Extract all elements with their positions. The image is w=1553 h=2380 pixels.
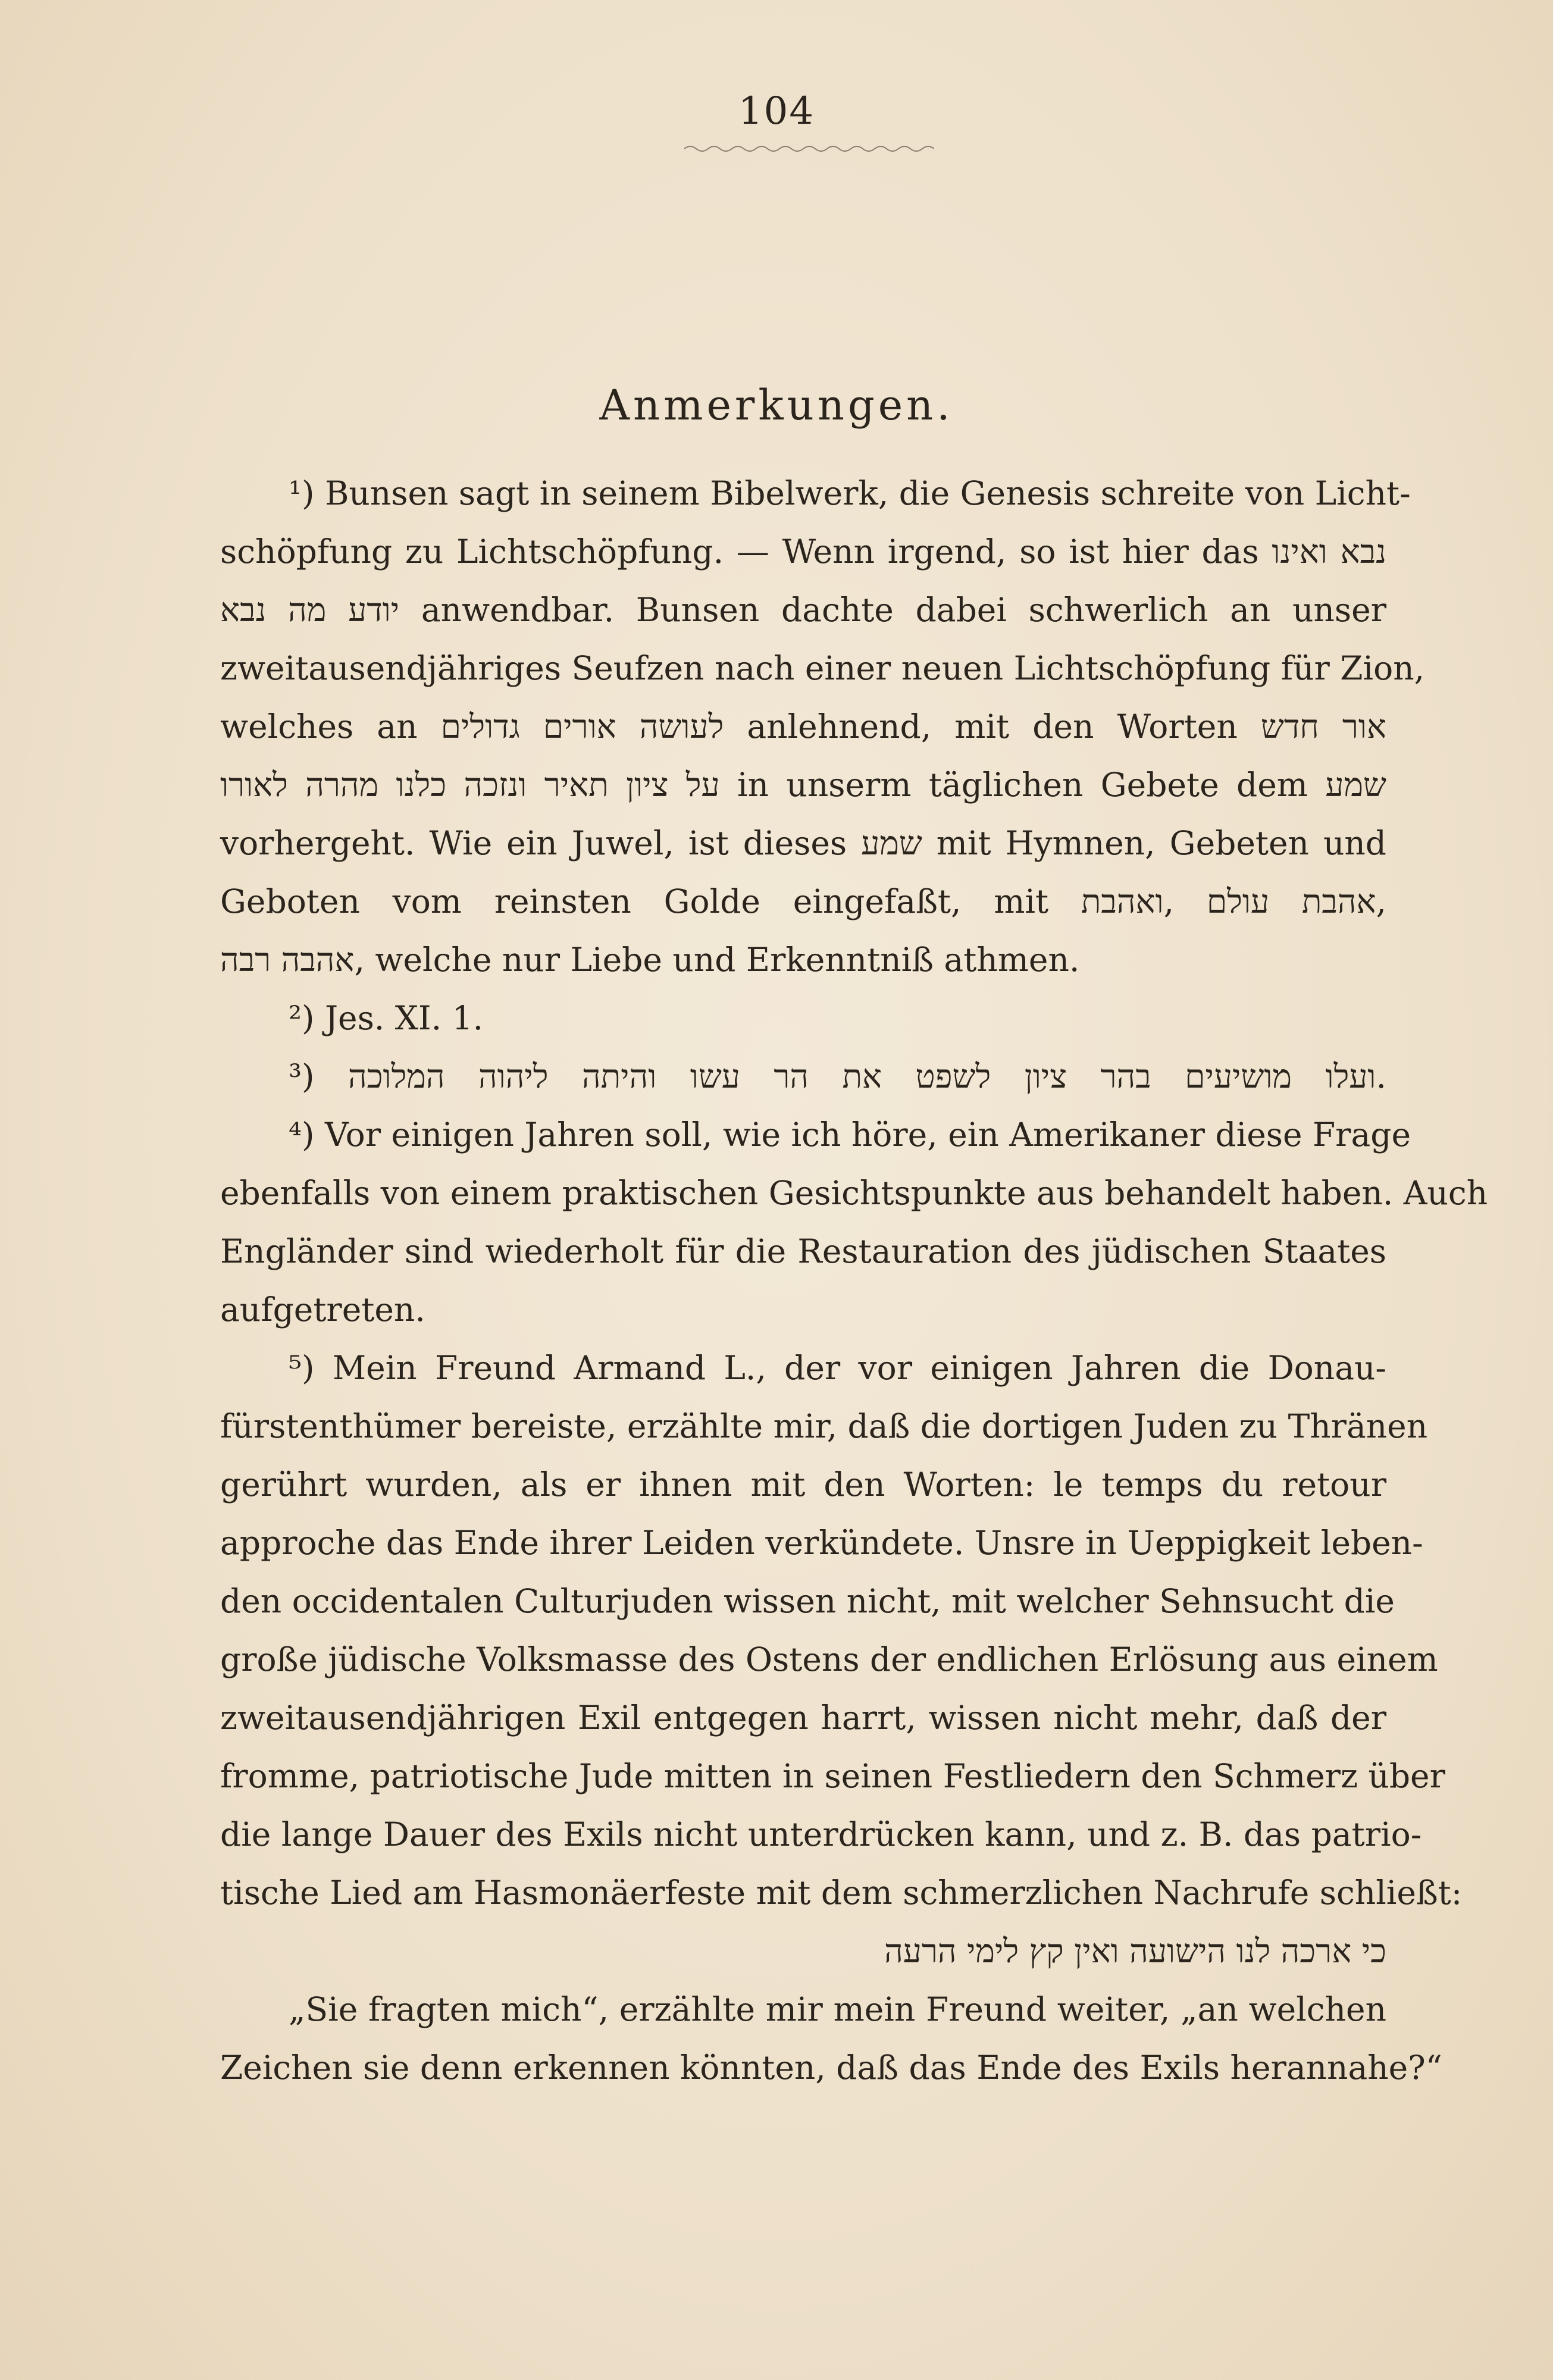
text-line: Geboten vom reinsten Golde eingefaßt, mit אהבת עולם ,ואהבת,: [220, 882, 1386, 920]
text-line: tische Lied am Hasmonäerfeste mit dem schmerzlichen Nachrufe schließt:: [220, 1874, 1463, 1912]
text-line: ⁴) Vor einigen Jahren soll, wie ich höre, ein Amerikaner diese Frage: [289, 1116, 1411, 1154]
text-line: welches an לעושה אורים גדולים anlehnend, mit den Worten אור חדש: [220, 707, 1386, 746]
section-heading: Anmerkungen.: [599, 381, 954, 430]
text-line: Engländer sind wiederholt für die Restauration des jüdischen Staates: [220, 1232, 1386, 1270]
text-line: Zeichen sie denn erkennen könnten, daß das Ende des Exils herannahe?“: [220, 2049, 1442, 2087]
text-line: יודע מה נבא anwendbar. Bunsen dachte dabei schwerlich an unser: [220, 591, 1386, 629]
text-line: „Sie fragten mich“, erzählte mir mein Freund weiter, „an welchen: [289, 1990, 1386, 2028]
text-line: ¹) Bunsen sagt in seinem Bibelwerk, die Genesis schreite von Licht-: [289, 474, 1411, 512]
text-line: אהבה רבה, welche nur Liebe und Erkenntniß athmen.: [220, 941, 1080, 979]
page-number: 104: [738, 89, 815, 133]
text-line: schöpfung zu Lichtschöpfung. — Wenn irgend, so ist hier das נבא ואינו: [220, 533, 1386, 571]
ornamental-rule: [684, 143, 934, 155]
text-line: ebenfalls von einem praktischen Gesichtspunkte aus behandelt haben. Auch: [220, 1174, 1488, 1212]
notes-body: [220, 464, 1488, 2097]
text-line: zweitausendjährigen Exil entgegen harrt, wissen nicht mehr, daß der: [220, 1699, 1386, 1737]
text-line: ⁵) Mein Freund Armand L., der vor einigen Jahren die Donau-: [289, 1349, 1386, 1387]
text-line: approche das Ende ihrer Leiden verkündete. Unsre in Ueppigkeit leben-: [220, 1524, 1423, 1562]
text-line: ²) Jes. XI. 1.: [289, 999, 484, 1037]
text-line: den occidentalen Culturjuden wissen nicht, mit welcher Sehnsucht die: [220, 1582, 1395, 1620]
text-line: על ציון תאיר ונזכה כלנו מהרה לאורו in unserm täglichen Gebete dem שמע: [220, 766, 1386, 804]
text-line: vorhergeht. Wie ein Juwel, ist dieses שמע mit Hymnen, Gebeten und: [220, 824, 1386, 862]
text-line: große jüdische Volksmasse des Ostens der endlichen Erlösung aus einem: [220, 1640, 1438, 1678]
text-line: aufgetreten.: [220, 1291, 425, 1329]
text-line: כי ארכה לנו הישועה ואין קץ לימי הרעה: [884, 1932, 1386, 1970]
text-line: ³) ועלו מושיעים בהר ציון לשפט את הר עשו והיתה ליהוה המלוכה.: [289, 1057, 1386, 1095]
text-line: gerührt wurden, als er ihnen mit den Worten: le temps du retour: [220, 1465, 1386, 1504]
text-line: zweitausendjähriges Seufzen nach einer neuen Lichtschöpfung für Zion,: [220, 649, 1425, 687]
text-line: die lange Dauer des Exils nicht unterdrücken kann, und z. B. das patrio-: [220, 1815, 1422, 1853]
text-line: fromme, patriotische Jude mitten in seinen Festliedern den Schmerz über: [220, 1757, 1445, 1795]
text-line: fürstenthümer bereiste, erzählte mir, daß die dortigen Juden zu Thränen: [220, 1407, 1428, 1445]
